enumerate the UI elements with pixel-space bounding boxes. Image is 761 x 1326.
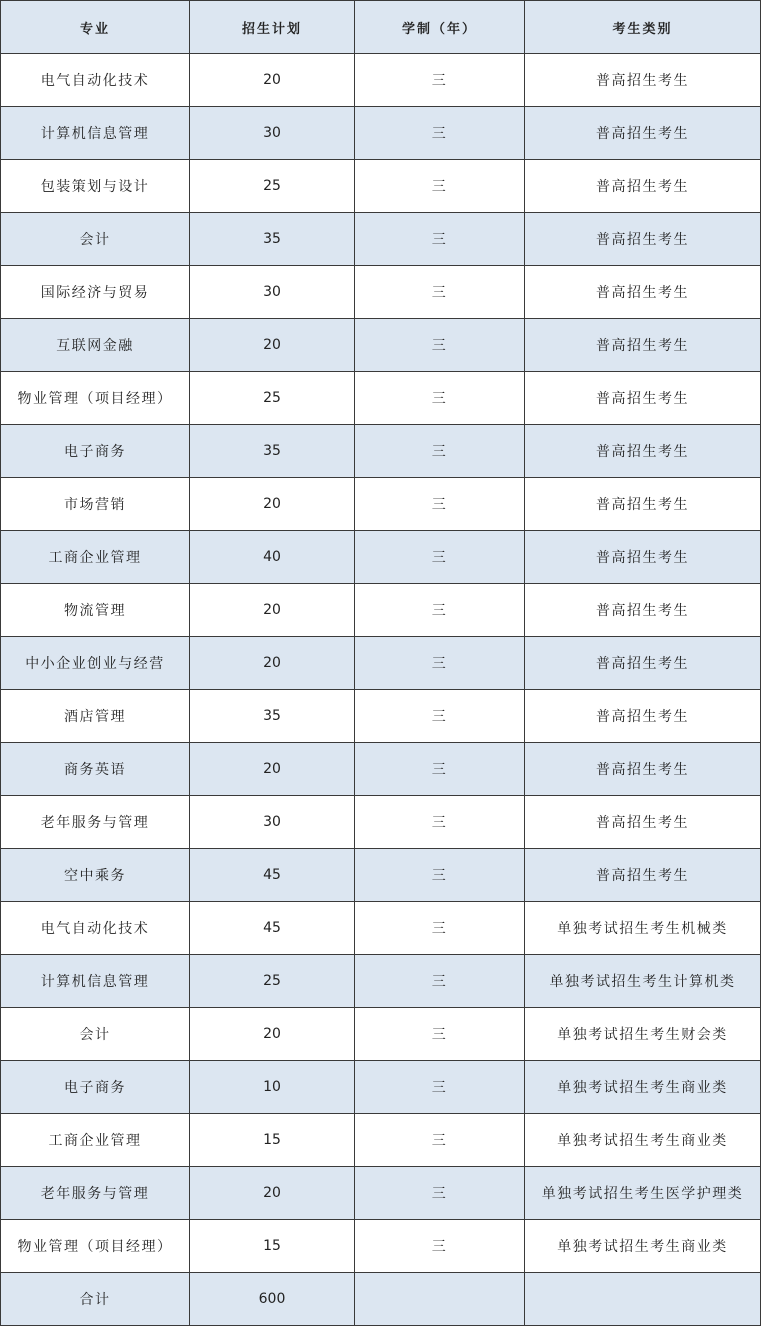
years-cell: 三 bbox=[355, 107, 525, 160]
plan-cell: 20 bbox=[190, 478, 355, 531]
total-years bbox=[355, 1273, 525, 1326]
category-cell: 普高招生考生 bbox=[525, 478, 761, 531]
plan-cell: 25 bbox=[190, 955, 355, 1008]
table-body bbox=[1, 54, 761, 1273]
major-cell: 商务英语 bbox=[1, 743, 190, 796]
years-cell: 三 bbox=[355, 1220, 525, 1273]
table-row bbox=[1, 1220, 761, 1273]
major-cell: 老年服务与管理 bbox=[1, 796, 190, 849]
major-cell: 会计 bbox=[1, 213, 190, 266]
major-cell: 电子商务 bbox=[1, 1061, 190, 1114]
major-cell: 国际经济与贸易 bbox=[1, 266, 190, 319]
years-cell: 三 bbox=[355, 584, 525, 637]
plan-cell: 20 bbox=[190, 637, 355, 690]
category-cell: 单独考试招生考生商业类 bbox=[525, 1220, 761, 1273]
plan-cell: 25 bbox=[190, 160, 355, 213]
plan-cell: 35 bbox=[190, 690, 355, 743]
major-cell: 电子商务 bbox=[1, 425, 190, 478]
major-cell: 物业管理（项目经理） bbox=[1, 372, 190, 425]
major-cell: 物流管理 bbox=[1, 584, 190, 637]
major-cell: 工商企业管理 bbox=[1, 531, 190, 584]
years-cell: 三 bbox=[355, 1061, 525, 1114]
plan-cell: 35 bbox=[190, 213, 355, 266]
years-cell: 三 bbox=[355, 690, 525, 743]
major-cell: 互联网金融 bbox=[1, 319, 190, 372]
table-row bbox=[1, 637, 761, 690]
table-row bbox=[1, 1008, 761, 1061]
years-cell: 三 bbox=[355, 266, 525, 319]
table-row bbox=[1, 425, 761, 478]
plan-cell: 15 bbox=[190, 1114, 355, 1167]
major-cell: 电气自动化技术 bbox=[1, 902, 190, 955]
table-row bbox=[1, 372, 761, 425]
years-cell: 三 bbox=[355, 1008, 525, 1061]
category-cell: 普高招生考生 bbox=[525, 796, 761, 849]
major-cell: 市场营销 bbox=[1, 478, 190, 531]
major-cell: 会计 bbox=[1, 1008, 190, 1061]
plan-cell: 40 bbox=[190, 531, 355, 584]
plan-cell: 20 bbox=[190, 743, 355, 796]
table-row bbox=[1, 1114, 761, 1167]
major-cell: 空中乘务 bbox=[1, 849, 190, 902]
years-cell: 三 bbox=[355, 955, 525, 1008]
category-cell: 普高招生考生 bbox=[525, 690, 761, 743]
years-cell: 三 bbox=[355, 743, 525, 796]
major-cell: 工商企业管理 bbox=[1, 1114, 190, 1167]
plan-cell: 20 bbox=[190, 319, 355, 372]
category-cell: 普高招生考生 bbox=[525, 213, 761, 266]
years-cell: 三 bbox=[355, 54, 525, 107]
major-cell: 酒店管理 bbox=[1, 690, 190, 743]
total-category bbox=[525, 1273, 761, 1326]
total-row bbox=[1, 1273, 761, 1326]
table-row bbox=[1, 902, 761, 955]
category-cell: 普高招生考生 bbox=[525, 107, 761, 160]
years-cell: 三 bbox=[355, 849, 525, 902]
category-cell: 单独考试招生考生计算机类 bbox=[525, 955, 761, 1008]
major-cell: 计算机信息管理 bbox=[1, 955, 190, 1008]
plan-cell: 25 bbox=[190, 372, 355, 425]
major-cell: 中小企业创业与经营 bbox=[1, 637, 190, 690]
plan-cell: 35 bbox=[190, 425, 355, 478]
table-row bbox=[1, 213, 761, 266]
table-row bbox=[1, 319, 761, 372]
plan-cell: 20 bbox=[190, 54, 355, 107]
plan-cell: 30 bbox=[190, 107, 355, 160]
table-row bbox=[1, 796, 761, 849]
category-cell: 单独考试招生考生医学护理类 bbox=[525, 1167, 761, 1220]
years-cell: 三 bbox=[355, 902, 525, 955]
header-plan: 招生计划 bbox=[190, 1, 355, 54]
years-cell: 三 bbox=[355, 425, 525, 478]
header-category: 考生类别 bbox=[525, 1, 761, 54]
plan-cell: 30 bbox=[190, 796, 355, 849]
header-years: 学制（年） bbox=[355, 1, 525, 54]
years-cell: 三 bbox=[355, 478, 525, 531]
years-cell: 三 bbox=[355, 160, 525, 213]
table-row bbox=[1, 955, 761, 1008]
table-row bbox=[1, 531, 761, 584]
category-cell: 普高招生考生 bbox=[525, 849, 761, 902]
table-row bbox=[1, 160, 761, 213]
category-cell: 普高招生考生 bbox=[525, 372, 761, 425]
plan-cell: 10 bbox=[190, 1061, 355, 1114]
years-cell: 三 bbox=[355, 1114, 525, 1167]
total-plan: 600 bbox=[190, 1273, 355, 1326]
table-row bbox=[1, 1167, 761, 1220]
major-cell: 计算机信息管理 bbox=[1, 107, 190, 160]
years-cell: 三 bbox=[355, 796, 525, 849]
years-cell: 三 bbox=[355, 531, 525, 584]
table-header-row bbox=[1, 1, 761, 54]
category-cell: 单独考试招生考生商业类 bbox=[525, 1114, 761, 1167]
years-cell: 三 bbox=[355, 319, 525, 372]
table-row bbox=[1, 54, 761, 107]
table-row bbox=[1, 743, 761, 796]
table-row bbox=[1, 690, 761, 743]
plan-cell: 20 bbox=[190, 1008, 355, 1061]
table-row bbox=[1, 584, 761, 637]
category-cell: 普高招生考生 bbox=[525, 584, 761, 637]
major-cell: 老年服务与管理 bbox=[1, 1167, 190, 1220]
plan-cell: 20 bbox=[190, 1167, 355, 1220]
category-cell: 单独考试招生考生机械类 bbox=[525, 902, 761, 955]
category-cell: 单独考试招生考生财会类 bbox=[525, 1008, 761, 1061]
major-cell: 电气自动化技术 bbox=[1, 54, 190, 107]
header-major: 专业 bbox=[1, 1, 190, 54]
table-row bbox=[1, 1061, 761, 1114]
years-cell: 三 bbox=[355, 637, 525, 690]
plan-cell: 20 bbox=[190, 584, 355, 637]
category-cell: 普高招生考生 bbox=[525, 637, 761, 690]
table-row bbox=[1, 478, 761, 531]
years-cell: 三 bbox=[355, 372, 525, 425]
plan-cell: 45 bbox=[190, 902, 355, 955]
category-cell: 普高招生考生 bbox=[525, 54, 761, 107]
years-cell: 三 bbox=[355, 213, 525, 266]
plan-cell: 15 bbox=[190, 1220, 355, 1273]
category-cell: 普高招生考生 bbox=[525, 319, 761, 372]
table-row bbox=[1, 266, 761, 319]
category-cell: 普高招生考生 bbox=[525, 266, 761, 319]
category-cell: 普高招生考生 bbox=[525, 425, 761, 478]
total-label: 合计 bbox=[1, 1273, 190, 1326]
plan-cell: 30 bbox=[190, 266, 355, 319]
major-cell: 物业管理（项目经理） bbox=[1, 1220, 190, 1273]
category-cell: 普高招生考生 bbox=[525, 531, 761, 584]
table-row bbox=[1, 107, 761, 160]
category-cell: 普高招生考生 bbox=[525, 160, 761, 213]
plan-cell: 45 bbox=[190, 849, 355, 902]
major-cell: 包装策划与设计 bbox=[1, 160, 190, 213]
category-cell: 普高招生考生 bbox=[525, 743, 761, 796]
years-cell: 三 bbox=[355, 1167, 525, 1220]
table-row bbox=[1, 849, 761, 902]
category-cell: 单独考试招生考生商业类 bbox=[525, 1061, 761, 1114]
